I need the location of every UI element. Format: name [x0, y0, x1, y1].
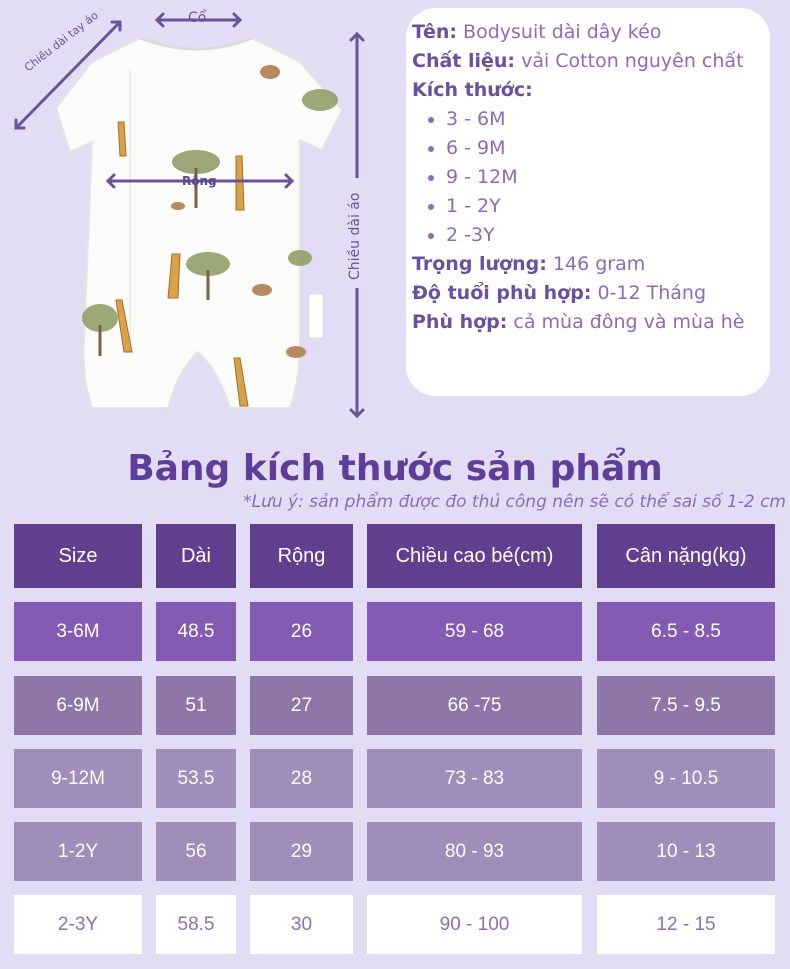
romper-illustration	[0, 0, 400, 430]
table-cell: 9-12M	[14, 749, 142, 808]
size-list	[412, 105, 762, 250]
size-chart-title: Bảng kích thước sản phẩm	[127, 448, 663, 489]
table-header-cell: Size	[14, 524, 142, 588]
table-cell: 53.5	[156, 749, 236, 808]
table-cell: 26	[250, 602, 353, 661]
table-cell: 6-9M	[14, 676, 142, 735]
table-cell: 10 - 13	[597, 822, 775, 881]
table-cell: 80 - 93	[367, 822, 582, 881]
product-name: Tên: Bodysuit dài dây kéo	[412, 21, 662, 43]
table-cell: 51	[156, 676, 236, 735]
width-label: Rộng	[182, 174, 217, 188]
product-age: Độ tuổi phù hợp: 0-12 Tháng	[412, 282, 707, 304]
table-cell: 58.5	[156, 895, 236, 954]
table-cell: 7.5 - 9.5	[597, 676, 775, 735]
table-cell: 28	[250, 749, 353, 808]
size-list-item: • 2 -3Y	[446, 221, 762, 250]
table-cell: 59 - 68	[367, 602, 582, 661]
product-info-card	[406, 8, 770, 396]
size-list-item: • 3 - 6M	[446, 105, 762, 134]
table-cell: 12 - 15	[597, 895, 775, 954]
product-material: Chất liệu: vải Cotton nguyên chất	[412, 50, 744, 72]
sleeve-length-label: Chiều dài tay áo	[22, 8, 101, 75]
table-cell: 6.5 - 8.5	[597, 602, 775, 661]
product-season: Phù hợp: cả mùa đông và mùa hè	[412, 311, 745, 333]
neck-label: Cổ	[188, 10, 207, 26]
size-list-item: • 9 - 12M	[446, 163, 762, 192]
size-list-item: • 6 - 9M	[446, 134, 762, 163]
size-list-item: • 1 - 2Y	[446, 192, 762, 221]
table-cell: 2-3Y	[14, 895, 142, 954]
table-cell: 30	[250, 895, 353, 954]
table-header-cell: Dài	[156, 524, 236, 588]
table-cell: 73 - 83	[367, 749, 582, 808]
table-cell: 66 -75	[367, 676, 582, 735]
table-header-cell: Rộng	[250, 524, 353, 588]
table-cell: 3-6M	[14, 602, 142, 661]
table-header-cell: Cân nặng(kg)	[597, 524, 775, 588]
product-sizes-label: Kích thước:	[412, 79, 533, 101]
table-cell: 29	[250, 822, 353, 881]
product-image-area	[0, 0, 400, 430]
table-cell: 56	[156, 822, 236, 881]
body-length-label: Chiều dài áo	[347, 192, 363, 280]
table-header-cell: Chiều cao bé(cm)	[367, 524, 582, 588]
table-cell: 27	[250, 676, 353, 735]
table-cell: 9 - 10.5	[597, 749, 775, 808]
table-cell: 48.5	[156, 602, 236, 661]
product-weight: Trọng lượng: 146 gram	[412, 253, 646, 275]
table-cell: 1-2Y	[14, 822, 142, 881]
table-cell: 90 - 100	[367, 895, 582, 954]
measurement-note: *Lưu ý: sản phẩm được đo thủ công nên sẽ có thể sai số 1-2 cm	[243, 492, 786, 512]
